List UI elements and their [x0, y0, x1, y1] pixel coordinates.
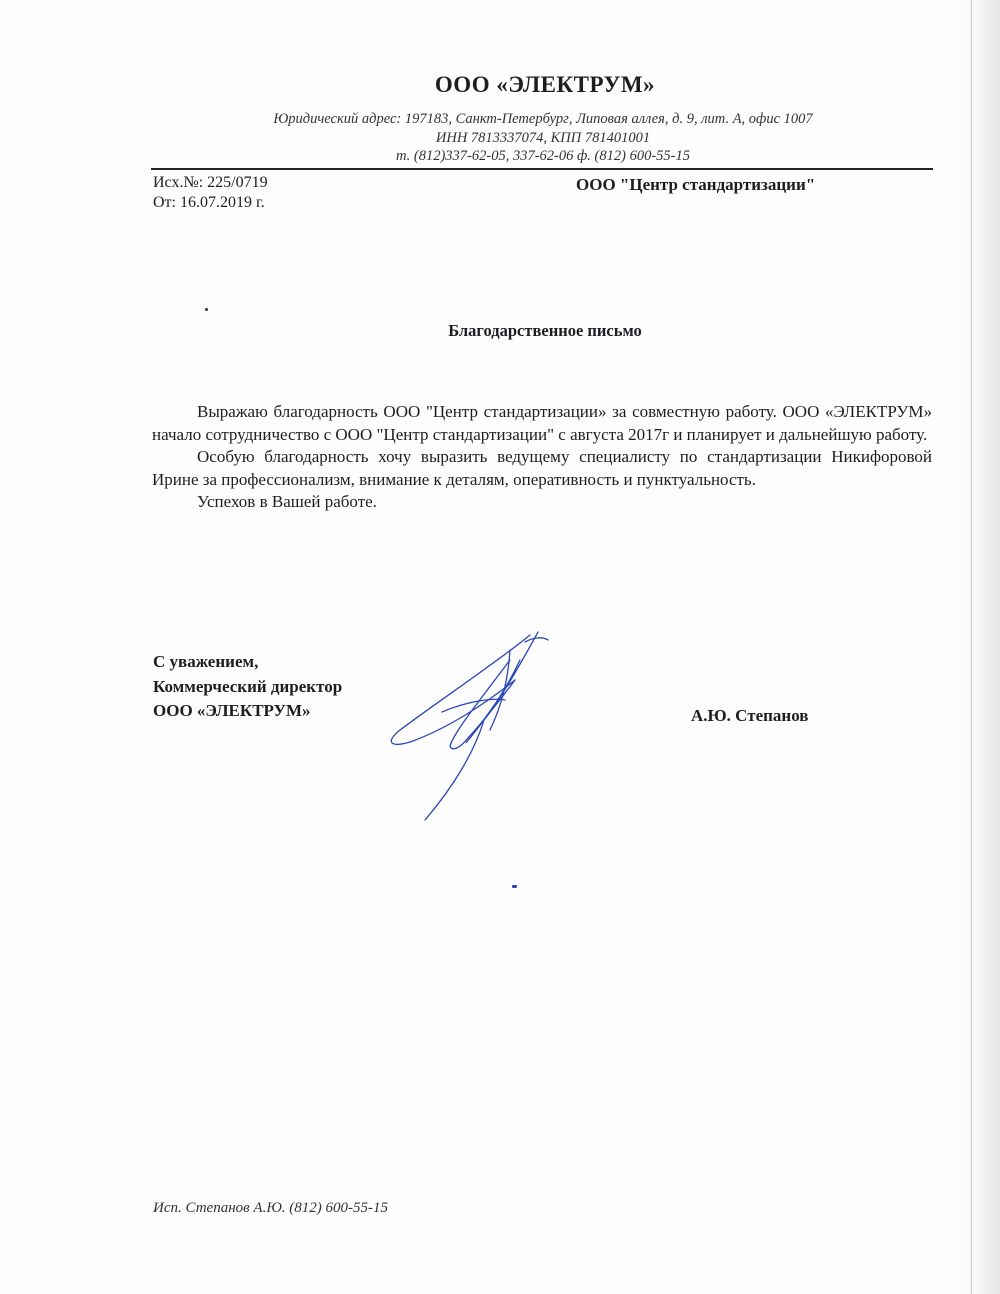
- ink-dot: [512, 885, 517, 888]
- letter-body: [152, 401, 932, 514]
- page-edge-shadow: [958, 0, 1000, 1294]
- signer-position: Коммерческий директор: [153, 676, 343, 696]
- signer-name: А.Ю. Степанов: [691, 706, 809, 725]
- body-paragraph-2: Особую благодарность хочу выразить ведущему специалисту по стандартизации Никифоровой Ирине за профессионализм, внимание к деталям, оперативность и пунктуальность.: [152, 447, 932, 489]
- letterhead-divider: [151, 168, 933, 170]
- letterhead-company-name: ООО «ЭЛЕКТРУМ»: [434, 72, 656, 97]
- handwritten-signature: [380, 620, 570, 830]
- letter-title: Благодарственное письмо: [448, 321, 642, 340]
- letterhead-phones: т. (812)337-62-05, 337-62-06 ф. (812) 600-55-15: [396, 148, 690, 164]
- recipient: ООО "Центр стандартизации": [576, 175, 816, 194]
- scan-speck: [205, 308, 208, 311]
- signer-company: ООО «ЭЛЕКТРУМ»: [153, 701, 311, 720]
- outgoing-number: Исх.№: 225/0719: [153, 174, 268, 191]
- letter-date: От: 16.07.2019 г.: [153, 194, 265, 211]
- letterhead-tax-ids: ИНН 7813337074, КПП 781401001: [435, 130, 651, 146]
- page-edge-line: [971, 0, 972, 1294]
- closing-regards: С уважением,: [153, 652, 259, 671]
- executor-note: Исп. Степанов А.Ю. (812) 600-55-15: [153, 1200, 389, 1216]
- body-paragraph-3: Успехов в Вашей работе.: [197, 492, 377, 511]
- letterhead-address: Юридический адрес: 197183, Санкт-Петербург, Липовая аллея, д. 9, лит. А, офис 1007: [273, 111, 813, 127]
- closing-block: [153, 650, 342, 724]
- body-paragraph-1: Выражаю благодарность ООО "Центр стандартизации» за совместную работу. ООО «ЭЛЕКТРУМ» начало сотрудничество с ООО "Центр стандартизации" с августа 2017г и планирует и дальнейшую работу.: [152, 402, 932, 444]
- reference-block: [153, 173, 268, 213]
